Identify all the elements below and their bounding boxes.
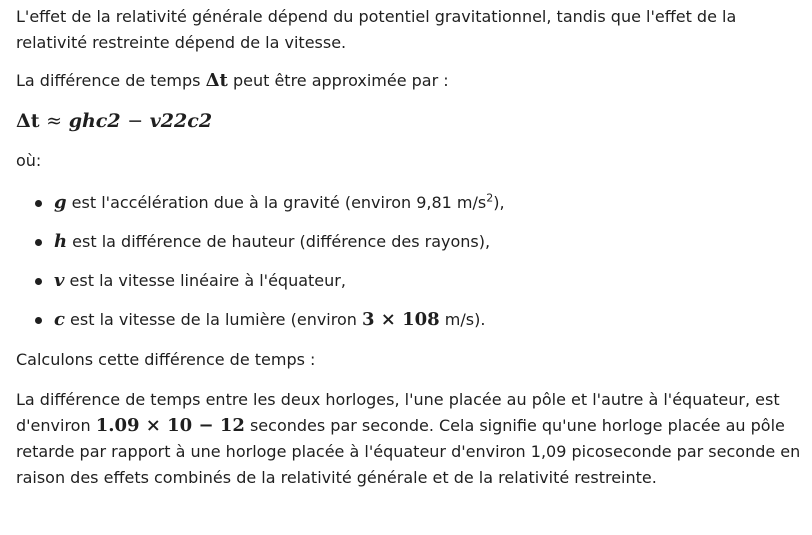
symbol-h: h — [54, 231, 68, 252]
approximation-text-after: peut être approximée par : — [227, 71, 449, 90]
symbol-c: c — [54, 309, 65, 330]
paragraph-result — [16, 387, 806, 491]
list-item — [16, 229, 806, 255]
document-body — [16, 4, 806, 491]
result-value: 1.09 × 10 − 12 — [95, 415, 245, 436]
where-label: où: — [16, 151, 42, 170]
bullet-icon — [35, 278, 42, 285]
formula-lhs: Δt — [16, 110, 40, 132]
result-text-after: secondes par seconde. Cela signifie qu'une horloge placée au pôle retarde par rapport à une horloge placée à l'équateur d'environ 1,09 picoseconde par seconde en raison des effets combinés de la relativité générale et de la relativité restreinte. — [16, 416, 801, 487]
list-item — [16, 268, 806, 294]
result-text-before: La différence de temps entre les deux horloges, l'une placée au pôle et l'autre à l'équateur, est d'environ — [16, 390, 780, 435]
list-item — [16, 307, 806, 333]
paragraph-approximation — [16, 68, 806, 94]
definition-tail: ), — [493, 193, 505, 212]
formula — [16, 108, 806, 134]
formula-term-2: v22c2 — [149, 110, 213, 132]
definition-tail: m/s). — [439, 310, 486, 329]
symbol-g: g — [54, 192, 67, 213]
delta-t-symbol — [206, 70, 228, 91]
definition-text: est la différence de hauteur (différence des rayons), — [67, 232, 491, 251]
formula-term-1: ghc2 — [68, 110, 121, 132]
paragraph-calculate: Calculons cette différence de temps : — [16, 350, 316, 369]
speed-of-light-value: 3 × 108 — [361, 309, 440, 330]
bullet-icon — [35, 239, 42, 246]
paragraph-intro: L'effet de la relativité générale dépend du potentiel gravitationnel, tandis que l'effet de la relativité restreinte dépend de la vitesse. — [16, 7, 737, 52]
bullet-icon — [35, 317, 42, 324]
bullet-icon — [35, 200, 42, 207]
list-item — [16, 190, 806, 216]
definition-text: est la vitesse linéaire à l'équateur, — [64, 271, 346, 290]
formula-minus: − — [127, 110, 144, 132]
delta-t-value: Δt — [205, 70, 228, 91]
definition-text: est l'accélération due à la gravité (environ 9,81 m/s — [66, 193, 487, 212]
definition-text: est la vitesse de la lumière (environ — [64, 310, 362, 329]
approximation-text-before: La différence de temps — [16, 71, 206, 90]
definition-list — [16, 190, 806, 333]
symbol-v: v — [54, 270, 65, 291]
formula-approx: ≈ — [46, 110, 63, 132]
superscript: 2 — [486, 191, 494, 205]
